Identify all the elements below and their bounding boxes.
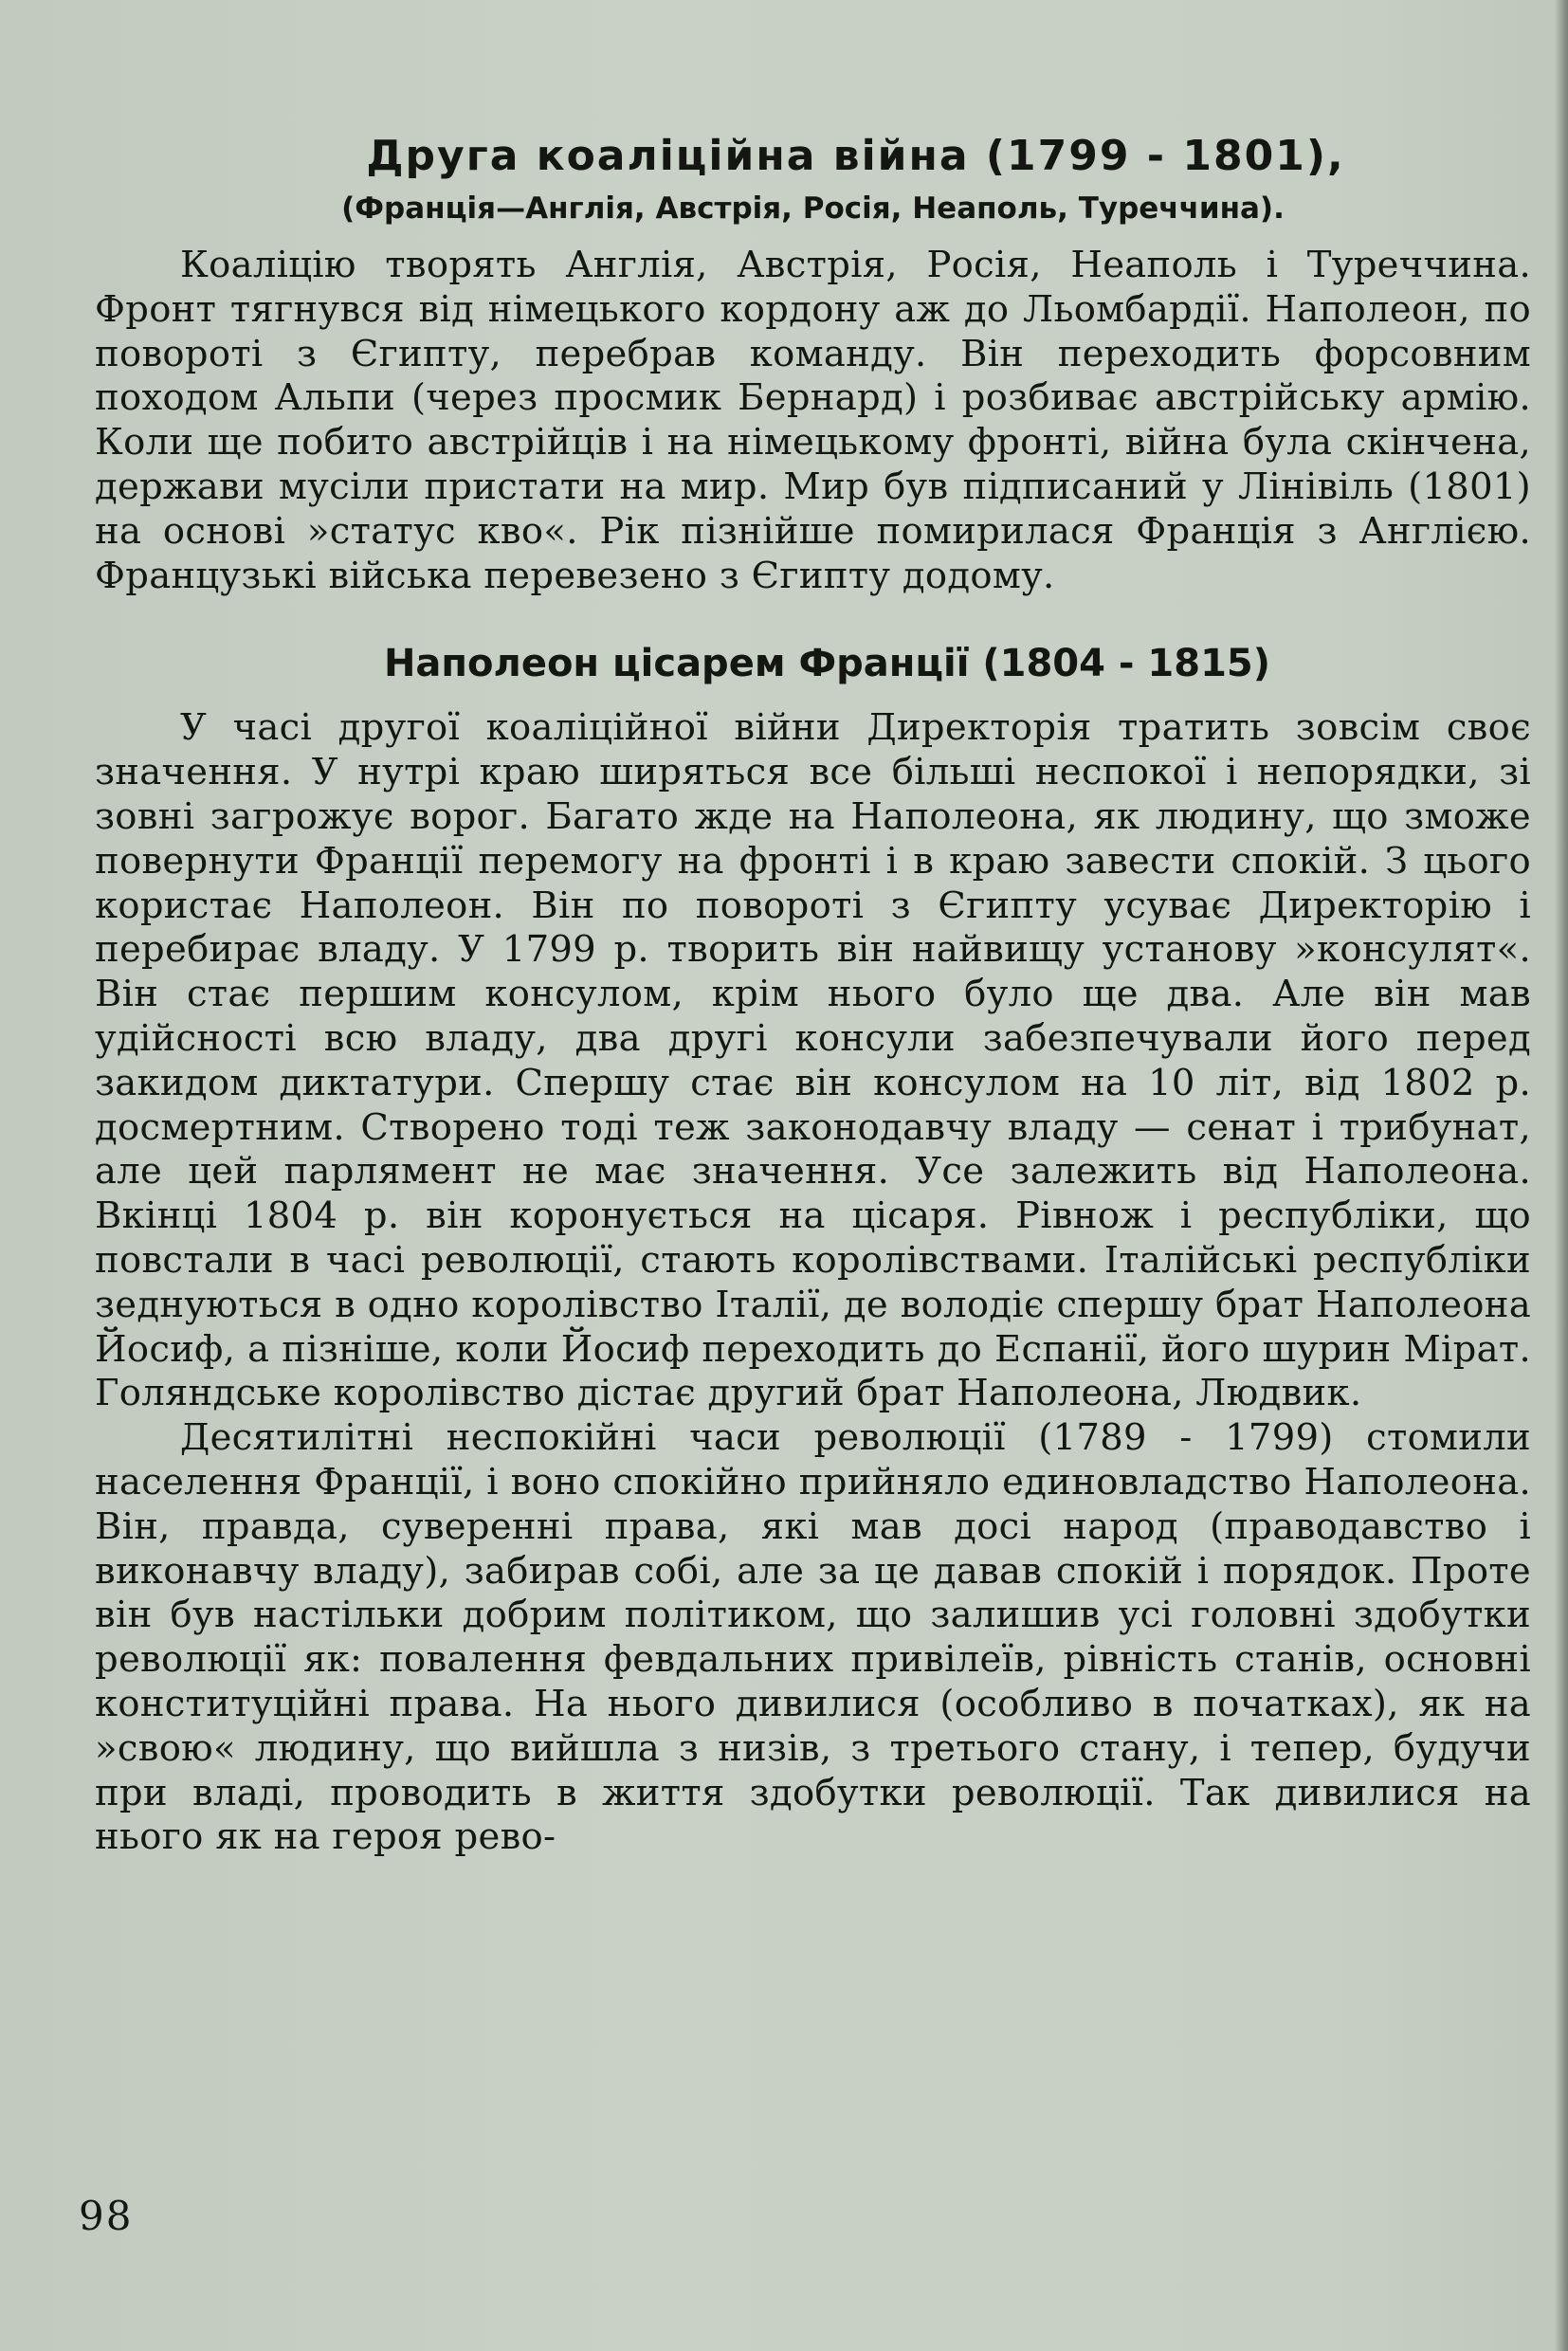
section-2-paragraph-2: Десятилітні неспокійні часи революції (1789 - 1799) стомили населення Франції, і воно спокійно прийняло единовладство Наполеона. Він, правда, суверенні права, які мав досі народ (праводавство і виконавчу владу), забирав собі, але за це давав спокій і порядок. Проте він був настільки добрим політиком, що залишив усі головні здобутки революції як: повалення февдальних привілеїв, рівність станів, основні конституційні права. На нього дивилися (особливо в початках), як на »свою« людину, що вийшла з низів, з третього стану, і тепер, будучи при владі, проводить в життя здобутки революції. Так дивилися на нього як на героя рево- — [95, 1416, 1531, 1859]
page-edge-shadow — [1555, 0, 1568, 2351]
section-2-paragraph-1: У часі другої коаліційної війни Директорія тратить зовсім своє значення. У нутрі краю ширяться все більші неспокої і непорядки, зі зовні загрожує ворог. Багато жде на Наполеона, як людину, що зможе повернути Франції перемогу на фронті і в краю завести спокій. З цього користає Наполеон. Він по повороті з Єгипту усуває Директорію і перебирає владу. У 1799 р. творить він найвищу установу »консулят«. Він стає першим консулом, крім нього було ще два. Але він мав удійсності всю владу, два другі консули забезпечували його перед закидом диктатури. Спершу стає він консулом на 10 літ, від 1802 р. досмертним. Створено тоді теж законодавчу владу — сенат і трибунат, але цей парлямент не має значення. Усе залежить від Наполеона. Вкінці 1804 р. він коронується на цісаря. Рівнож і республіки, що повстали в часі революції, стають королівствами. Італійські республіки зеднуються в одно королівство Італії, де володіє спершу брат Наполеона Йосиф, а пізніше, коли Йосиф переходить до Еспанії, його шурин Мірат. Голяндське королівство дістає другий брат Наполеона, Людвик. — [95, 706, 1531, 1415]
section-1-paragraph: Коаліцію творять Англія, Австрія, Росія, Неаполь і Туреччина. Фронт тягнувся від німецького кордону аж до Льомбардії. Наполеон, по повороті з Єгипту, перебрав команду. Він переходить форсовним походом Альпи (через просмик Бернард) і розбиває австрійську армію. Коли ще побито австрійців і на німецькому фронті, війна була скінчена, держави мусіли пристати на мир. Мир був підписаний у Лінівіль (1801) на основі »статус кво«. Рік пізнійше помирилася Франція з Англією. Французькі війська перевезено з Єгипту додому. — [95, 244, 1531, 597]
section-1-title: Друга коаліційна війна (1799 - 1801), — [366, 132, 1345, 180]
section-1-subtitle: (Франція—Англія, Австрія, Росія, Неаполь, Туреччина). — [341, 191, 1285, 226]
section-2-title: Наполеон цісарем Франції (1804 - 1815) — [383, 642, 1271, 686]
page-number: 98 — [79, 2193, 134, 2239]
page-content — [95, 128, 1531, 1860]
